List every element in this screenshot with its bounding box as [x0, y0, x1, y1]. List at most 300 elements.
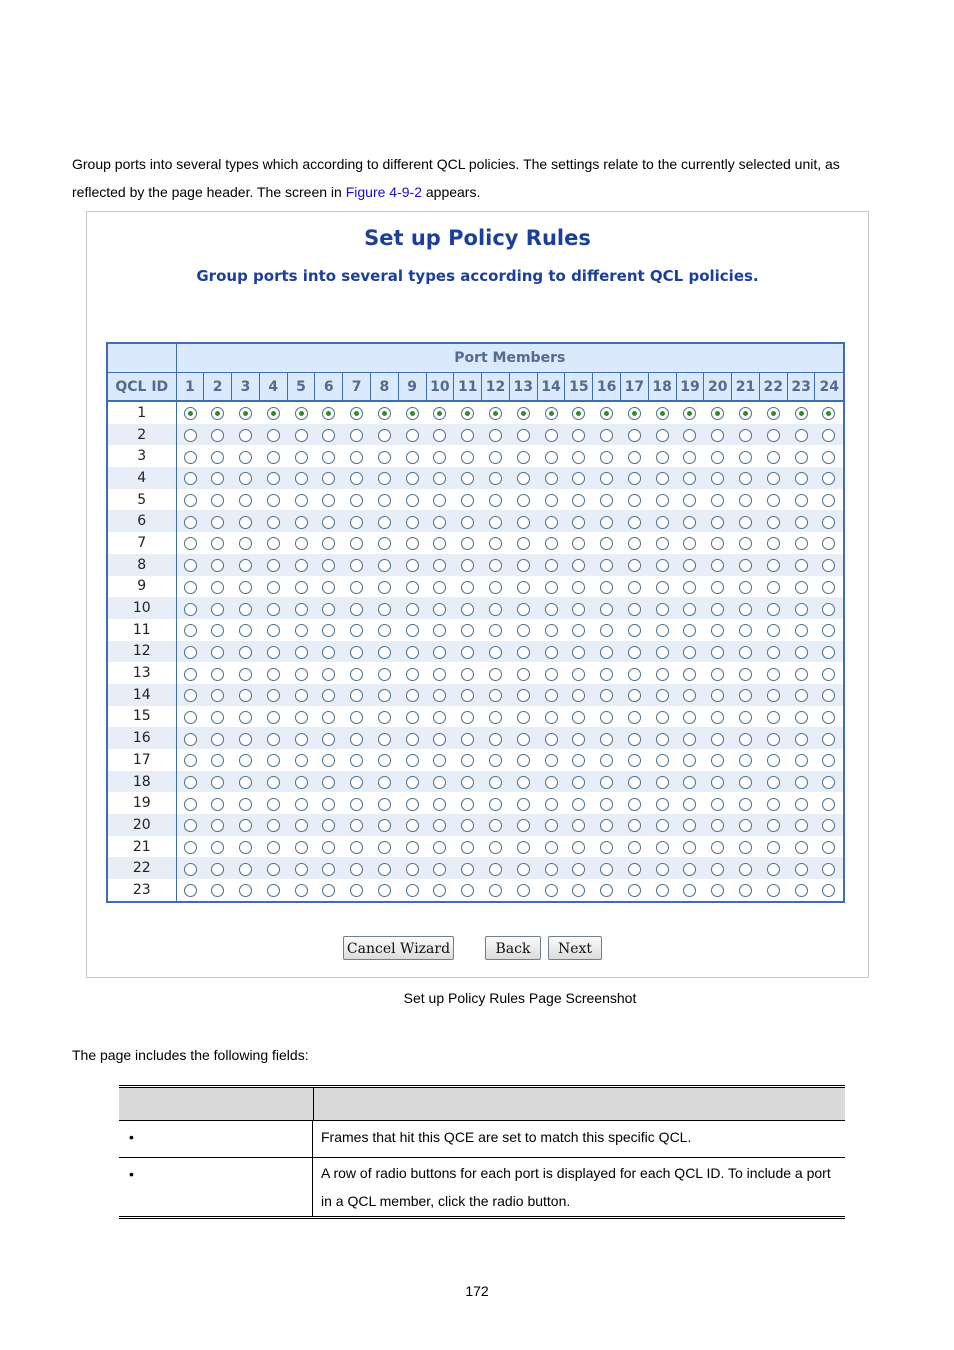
- port-radio-button[interactable]: [406, 819, 419, 832]
- port-radio-button[interactable]: [572, 733, 585, 746]
- port-radio-button[interactable]: [767, 494, 780, 507]
- port-radio-button[interactable]: [239, 581, 252, 594]
- port-radio-button[interactable]: [822, 559, 835, 572]
- port-radio-button[interactable]: [295, 472, 308, 485]
- cancel-wizard-button[interactable]: Cancel Wizard: [343, 936, 454, 960]
- port-radio-button[interactable]: [795, 798, 808, 811]
- port-radio-button[interactable]: [461, 733, 474, 746]
- port-radio-button[interactable]: [683, 819, 696, 832]
- port-radio-button[interactable]: [628, 711, 641, 724]
- port-radio-button[interactable]: [739, 863, 752, 876]
- port-radio-button[interactable]: [711, 689, 724, 702]
- port-radio-button[interactable]: [739, 624, 752, 637]
- port-radio-button[interactable]: [489, 863, 502, 876]
- port-radio-button[interactable]: [628, 451, 641, 464]
- port-radio-button[interactable]: [295, 407, 308, 420]
- port-radio-button[interactable]: [683, 711, 696, 724]
- port-radio-button[interactable]: [322, 429, 335, 442]
- port-radio-button[interactable]: [433, 841, 446, 854]
- port-radio-button[interactable]: [433, 646, 446, 659]
- port-radio-button[interactable]: [378, 603, 391, 616]
- port-radio-button[interactable]: [322, 863, 335, 876]
- port-radio-button[interactable]: [322, 819, 335, 832]
- port-radio-button[interactable]: [295, 624, 308, 637]
- port-radio-button[interactable]: [350, 798, 363, 811]
- port-radio-button[interactable]: [711, 429, 724, 442]
- port-radio-button[interactable]: [267, 603, 280, 616]
- port-radio-button[interactable]: [406, 884, 419, 897]
- port-radio-button[interactable]: [600, 494, 613, 507]
- port-radio-button[interactable]: [656, 559, 669, 572]
- port-radio-button[interactable]: [184, 516, 197, 529]
- port-radio-button[interactable]: [295, 646, 308, 659]
- port-radio-button[interactable]: [211, 668, 224, 681]
- port-radio-button[interactable]: [517, 494, 530, 507]
- port-radio-button[interactable]: [211, 581, 224, 594]
- port-radio-button[interactable]: [211, 559, 224, 572]
- port-radio-button[interactable]: [350, 646, 363, 659]
- port-radio-button[interactable]: [489, 646, 502, 659]
- port-radio-button[interactable]: [239, 819, 252, 832]
- port-radio-button[interactable]: [628, 668, 641, 681]
- port-radio-button[interactable]: [628, 689, 641, 702]
- port-radio-button[interactable]: [378, 559, 391, 572]
- port-radio-button[interactable]: [545, 581, 558, 594]
- port-radio-button[interactable]: [517, 537, 530, 550]
- port-radio-button[interactable]: [739, 451, 752, 464]
- port-radio-button[interactable]: [822, 603, 835, 616]
- port-radio-button[interactable]: [656, 884, 669, 897]
- port-radio-button[interactable]: [433, 798, 446, 811]
- port-radio-button[interactable]: [628, 884, 641, 897]
- port-radio-button[interactable]: [517, 451, 530, 464]
- port-radio-button[interactable]: [545, 559, 558, 572]
- port-radio-button[interactable]: [267, 407, 280, 420]
- port-radio-button[interactable]: [239, 776, 252, 789]
- port-radio-button[interactable]: [767, 603, 780, 616]
- port-radio-button[interactable]: [600, 819, 613, 832]
- port-radio-button[interactable]: [517, 603, 530, 616]
- port-radio-button[interactable]: [489, 603, 502, 616]
- port-radio-button[interactable]: [600, 516, 613, 529]
- port-radio-button[interactable]: [184, 603, 197, 616]
- port-radio-button[interactable]: [406, 516, 419, 529]
- port-radio-button[interactable]: [378, 711, 391, 724]
- port-radio-button[interactable]: [795, 776, 808, 789]
- port-radio-button[interactable]: [239, 603, 252, 616]
- port-radio-button[interactable]: [295, 863, 308, 876]
- port-radio-button[interactable]: [322, 624, 335, 637]
- port-radio-button[interactable]: [184, 884, 197, 897]
- port-radio-button[interactable]: [295, 798, 308, 811]
- port-radio-button[interactable]: [267, 733, 280, 746]
- port-radio-button[interactable]: [406, 429, 419, 442]
- port-radio-button[interactable]: [600, 559, 613, 572]
- port-radio-button[interactable]: [739, 884, 752, 897]
- port-radio-button[interactable]: [461, 494, 474, 507]
- port-radio-button[interactable]: [211, 407, 224, 420]
- port-radio-button[interactable]: [433, 603, 446, 616]
- port-radio-button[interactable]: [822, 819, 835, 832]
- port-radio-button[interactable]: [461, 884, 474, 897]
- port-radio-button[interactable]: [322, 798, 335, 811]
- port-radio-button[interactable]: [517, 559, 530, 572]
- port-radio-button[interactable]: [378, 841, 391, 854]
- port-radio-button[interactable]: [711, 884, 724, 897]
- port-radio-button[interactable]: [822, 884, 835, 897]
- port-radio-button[interactable]: [822, 776, 835, 789]
- port-radio-button[interactable]: [406, 646, 419, 659]
- port-radio-button[interactable]: [378, 798, 391, 811]
- port-radio-button[interactable]: [489, 689, 502, 702]
- port-radio-button[interactable]: [711, 407, 724, 420]
- port-radio-button[interactable]: [433, 407, 446, 420]
- port-radio-button[interactable]: [600, 603, 613, 616]
- port-radio-button[interactable]: [322, 581, 335, 594]
- port-radio-button[interactable]: [267, 668, 280, 681]
- port-radio-button[interactable]: [184, 494, 197, 507]
- port-radio-button[interactable]: [628, 776, 641, 789]
- port-radio-button[interactable]: [378, 733, 391, 746]
- port-radio-button[interactable]: [600, 537, 613, 550]
- port-radio-button[interactable]: [711, 733, 724, 746]
- port-radio-button[interactable]: [767, 841, 780, 854]
- port-radio-button[interactable]: [795, 581, 808, 594]
- port-radio-button[interactable]: [239, 754, 252, 767]
- port-radio-button[interactable]: [600, 668, 613, 681]
- port-radio-button[interactable]: [572, 429, 585, 442]
- port-radio-button[interactable]: [767, 516, 780, 529]
- port-radio-button[interactable]: [795, 819, 808, 832]
- port-radio-button[interactable]: [461, 798, 474, 811]
- port-radio-button[interactable]: [211, 429, 224, 442]
- port-radio-button[interactable]: [628, 798, 641, 811]
- port-radio-button[interactable]: [572, 689, 585, 702]
- port-radio-button[interactable]: [211, 776, 224, 789]
- port-radio-button[interactable]: [184, 559, 197, 572]
- port-radio-button[interactable]: [489, 451, 502, 464]
- port-radio-button[interactable]: [433, 776, 446, 789]
- port-radio-button[interactable]: [683, 624, 696, 637]
- port-radio-button[interactable]: [628, 603, 641, 616]
- port-radio-button[interactable]: [211, 754, 224, 767]
- port-radio-button[interactable]: [517, 841, 530, 854]
- port-radio-button[interactable]: [322, 494, 335, 507]
- port-radio-button[interactable]: [545, 603, 558, 616]
- port-radio-button[interactable]: [656, 798, 669, 811]
- port-radio-button[interactable]: [322, 537, 335, 550]
- port-radio-button[interactable]: [822, 841, 835, 854]
- port-radio-button[interactable]: [406, 494, 419, 507]
- port-radio-button[interactable]: [295, 451, 308, 464]
- port-radio-button[interactable]: [767, 884, 780, 897]
- port-radio-button[interactable]: [378, 516, 391, 529]
- port-radio-button[interactable]: [211, 689, 224, 702]
- port-radio-button[interactable]: [683, 689, 696, 702]
- port-radio-button[interactable]: [572, 711, 585, 724]
- port-radio-button[interactable]: [656, 516, 669, 529]
- port-radio-button[interactable]: [489, 733, 502, 746]
- port-radio-button[interactable]: [406, 451, 419, 464]
- port-radio-button[interactable]: [767, 798, 780, 811]
- port-radio-button[interactable]: [795, 407, 808, 420]
- port-radio-button[interactable]: [656, 776, 669, 789]
- port-radio-button[interactable]: [211, 884, 224, 897]
- port-radio-button[interactable]: [711, 711, 724, 724]
- port-radio-button[interactable]: [406, 603, 419, 616]
- port-radio-button[interactable]: [739, 689, 752, 702]
- port-radio-button[interactable]: [406, 668, 419, 681]
- port-radio-button[interactable]: [656, 733, 669, 746]
- port-radio-button[interactable]: [489, 472, 502, 485]
- port-radio-button[interactable]: [822, 863, 835, 876]
- port-radio-button[interactable]: [739, 668, 752, 681]
- port-radio-button[interactable]: [572, 776, 585, 789]
- port-radio-button[interactable]: [711, 581, 724, 594]
- port-radio-button[interactable]: [767, 733, 780, 746]
- port-radio-button[interactable]: [489, 754, 502, 767]
- port-radio-button[interactable]: [350, 733, 363, 746]
- port-radio-button[interactable]: [267, 494, 280, 507]
- port-radio-button[interactable]: [545, 624, 558, 637]
- port-radio-button[interactable]: [433, 819, 446, 832]
- port-radio-button[interactable]: [683, 798, 696, 811]
- port-radio-button[interactable]: [517, 798, 530, 811]
- port-radio-button[interactable]: [433, 451, 446, 464]
- port-radio-button[interactable]: [795, 516, 808, 529]
- port-radio-button[interactable]: [350, 537, 363, 550]
- port-radio-button[interactable]: [184, 451, 197, 464]
- port-radio-button[interactable]: [433, 884, 446, 897]
- port-radio-button[interactable]: [711, 776, 724, 789]
- port-radio-button[interactable]: [545, 646, 558, 659]
- port-radio-button[interactable]: [572, 559, 585, 572]
- port-radio-button[interactable]: [489, 776, 502, 789]
- port-radio-button[interactable]: [600, 451, 613, 464]
- port-radio-button[interactable]: [295, 668, 308, 681]
- port-radio-button[interactable]: [767, 581, 780, 594]
- port-radio-button[interactable]: [572, 516, 585, 529]
- port-radio-button[interactable]: [656, 819, 669, 832]
- port-radio-button[interactable]: [461, 863, 474, 876]
- port-radio-button[interactable]: [545, 884, 558, 897]
- port-radio-button[interactable]: [656, 429, 669, 442]
- port-radio-button[interactable]: [600, 646, 613, 659]
- port-radio-button[interactable]: [683, 407, 696, 420]
- port-radio-button[interactable]: [295, 429, 308, 442]
- port-radio-button[interactable]: [211, 711, 224, 724]
- port-radio-button[interactable]: [295, 819, 308, 832]
- port-radio-button[interactable]: [767, 689, 780, 702]
- port-radio-button[interactable]: [239, 689, 252, 702]
- port-radio-button[interactable]: [461, 429, 474, 442]
- port-radio-button[interactable]: [378, 646, 391, 659]
- port-radio-button[interactable]: [350, 819, 363, 832]
- port-radio-button[interactable]: [656, 494, 669, 507]
- port-radio-button[interactable]: [378, 754, 391, 767]
- port-radio-button[interactable]: [628, 429, 641, 442]
- port-radio-button[interactable]: [406, 754, 419, 767]
- port-radio-button[interactable]: [295, 537, 308, 550]
- port-radio-button[interactable]: [822, 494, 835, 507]
- figure-link[interactable]: Figure 4-9-2: [345, 184, 422, 200]
- port-radio-button[interactable]: [239, 711, 252, 724]
- port-radio-button[interactable]: [683, 841, 696, 854]
- port-radio-button[interactable]: [739, 603, 752, 616]
- port-radio-button[interactable]: [489, 429, 502, 442]
- port-radio-button[interactable]: [489, 516, 502, 529]
- port-radio-button[interactable]: [461, 603, 474, 616]
- port-radio-button[interactable]: [767, 407, 780, 420]
- port-radio-button[interactable]: [350, 689, 363, 702]
- port-radio-button[interactable]: [795, 624, 808, 637]
- port-radio-button[interactable]: [433, 581, 446, 594]
- port-radio-button[interactable]: [572, 581, 585, 594]
- port-radio-button[interactable]: [822, 407, 835, 420]
- port-radio-button[interactable]: [545, 863, 558, 876]
- port-radio-button[interactable]: [572, 863, 585, 876]
- port-radio-button[interactable]: [739, 581, 752, 594]
- port-radio-button[interactable]: [267, 841, 280, 854]
- port-radio-button[interactable]: [267, 429, 280, 442]
- port-radio-button[interactable]: [628, 863, 641, 876]
- port-radio-button[interactable]: [211, 863, 224, 876]
- port-radio-button[interactable]: [767, 776, 780, 789]
- port-radio-button[interactable]: [461, 407, 474, 420]
- port-radio-button[interactable]: [433, 754, 446, 767]
- port-radio-button[interactable]: [795, 646, 808, 659]
- port-radio-button[interactable]: [184, 537, 197, 550]
- port-radio-button[interactable]: [822, 516, 835, 529]
- port-radio-button[interactable]: [378, 863, 391, 876]
- port-radio-button[interactable]: [489, 494, 502, 507]
- port-radio-button[interactable]: [184, 776, 197, 789]
- port-radio-button[interactable]: [489, 407, 502, 420]
- port-radio-button[interactable]: [600, 711, 613, 724]
- port-radio-button[interactable]: [489, 559, 502, 572]
- port-radio-button[interactable]: [350, 429, 363, 442]
- port-radio-button[interactable]: [489, 884, 502, 897]
- port-radio-button[interactable]: [767, 819, 780, 832]
- port-radio-button[interactable]: [433, 668, 446, 681]
- port-radio-button[interactable]: [739, 841, 752, 854]
- port-radio-button[interactable]: [295, 516, 308, 529]
- port-radio-button[interactable]: [211, 494, 224, 507]
- port-radio-button[interactable]: [628, 472, 641, 485]
- port-radio-button[interactable]: [489, 624, 502, 637]
- port-radio-button[interactable]: [184, 819, 197, 832]
- port-radio-button[interactable]: [239, 516, 252, 529]
- next-button[interactable]: Next: [548, 936, 602, 960]
- port-radio-button[interactable]: [767, 668, 780, 681]
- port-radio-button[interactable]: [628, 646, 641, 659]
- port-radio-button[interactable]: [545, 819, 558, 832]
- port-radio-button[interactable]: [600, 429, 613, 442]
- port-radio-button[interactable]: [545, 841, 558, 854]
- port-radio-button[interactable]: [267, 451, 280, 464]
- port-radio-button[interactable]: [184, 581, 197, 594]
- port-radio-button[interactable]: [378, 451, 391, 464]
- port-radio-button[interactable]: [267, 624, 280, 637]
- port-radio-button[interactable]: [822, 689, 835, 702]
- port-radio-button[interactable]: [572, 472, 585, 485]
- port-radio-button[interactable]: [822, 754, 835, 767]
- port-radio-button[interactable]: [572, 407, 585, 420]
- port-radio-button[interactable]: [517, 689, 530, 702]
- port-radio-button[interactable]: [545, 668, 558, 681]
- port-radio-button[interactable]: [267, 711, 280, 724]
- port-radio-button[interactable]: [239, 451, 252, 464]
- port-radio-button[interactable]: [239, 841, 252, 854]
- port-radio-button[interactable]: [295, 754, 308, 767]
- port-radio-button[interactable]: [184, 841, 197, 854]
- port-radio-button[interactable]: [822, 472, 835, 485]
- port-radio-button[interactable]: [239, 863, 252, 876]
- port-radio-button[interactable]: [350, 841, 363, 854]
- port-radio-button[interactable]: [322, 733, 335, 746]
- port-radio-button[interactable]: [767, 754, 780, 767]
- port-radio-button[interactable]: [795, 537, 808, 550]
- port-radio-button[interactable]: [295, 559, 308, 572]
- port-radio-button[interactable]: [739, 472, 752, 485]
- port-radio-button[interactable]: [267, 516, 280, 529]
- port-radio-button[interactable]: [822, 646, 835, 659]
- port-radio-button[interactable]: [517, 624, 530, 637]
- port-radio-button[interactable]: [683, 646, 696, 659]
- port-radio-button[interactable]: [211, 472, 224, 485]
- port-radio-button[interactable]: [600, 624, 613, 637]
- port-radio-button[interactable]: [656, 624, 669, 637]
- port-radio-button[interactable]: [822, 537, 835, 550]
- port-radio-button[interactable]: [211, 516, 224, 529]
- port-radio-button[interactable]: [711, 451, 724, 464]
- port-radio-button[interactable]: [184, 754, 197, 767]
- port-radio-button[interactable]: [545, 472, 558, 485]
- port-radio-button[interactable]: [267, 776, 280, 789]
- port-radio-button[interactable]: [822, 733, 835, 746]
- port-radio-button[interactable]: [350, 624, 363, 637]
- port-radio-button[interactable]: [683, 516, 696, 529]
- port-radio-button[interactable]: [267, 646, 280, 659]
- port-radio-button[interactable]: [378, 429, 391, 442]
- port-radio-button[interactable]: [322, 711, 335, 724]
- port-radio-button[interactable]: [572, 798, 585, 811]
- port-radio-button[interactable]: [545, 516, 558, 529]
- port-radio-button[interactable]: [545, 754, 558, 767]
- port-radio-button[interactable]: [600, 472, 613, 485]
- port-radio-button[interactable]: [489, 819, 502, 832]
- port-radio-button[interactable]: [322, 689, 335, 702]
- port-radio-button[interactable]: [517, 884, 530, 897]
- port-radio-button[interactable]: [350, 581, 363, 594]
- port-radio-button[interactable]: [739, 798, 752, 811]
- port-radio-button[interactable]: [322, 516, 335, 529]
- port-radio-button[interactable]: [211, 733, 224, 746]
- port-radio-button[interactable]: [822, 711, 835, 724]
- port-radio-button[interactable]: [378, 407, 391, 420]
- port-radio-button[interactable]: [600, 689, 613, 702]
- port-radio-button[interactable]: [795, 711, 808, 724]
- port-radio-button[interactable]: [572, 646, 585, 659]
- port-radio-button[interactable]: [322, 472, 335, 485]
- port-radio-button[interactable]: [628, 624, 641, 637]
- port-radio-button[interactable]: [406, 863, 419, 876]
- port-radio-button[interactable]: [295, 711, 308, 724]
- port-radio-button[interactable]: [239, 668, 252, 681]
- port-radio-button[interactable]: [295, 603, 308, 616]
- port-radio-button[interactable]: [350, 776, 363, 789]
- port-radio-button[interactable]: [795, 429, 808, 442]
